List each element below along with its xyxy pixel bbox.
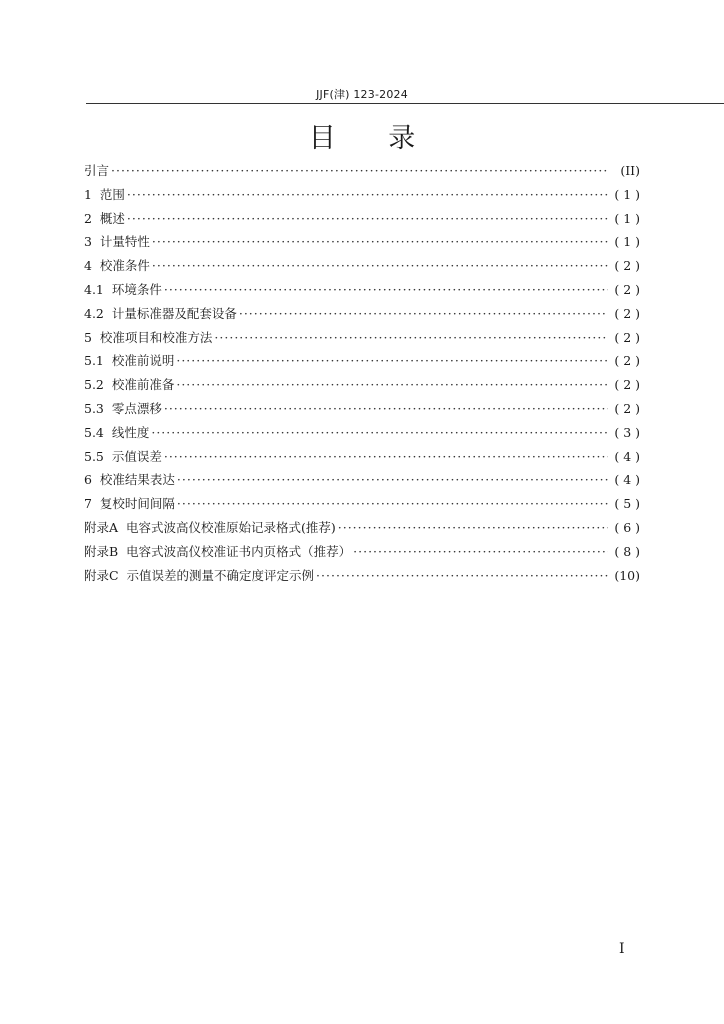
toc-leader-dots <box>177 492 608 516</box>
toc-entry-gap <box>104 349 112 373</box>
toc-entry-title: 计量标准器及配套设备 <box>111 305 237 321</box>
toc-leader-dots <box>316 564 608 588</box>
toc-entry-page: ( 1 ) <box>614 234 640 250</box>
toc-leader-dots <box>338 516 608 540</box>
toc-entry-gap <box>104 373 112 397</box>
toc-entry[interactable] <box>84 254 640 278</box>
toc-entry-number: 5.4 <box>84 424 104 440</box>
toc-entry[interactable] <box>84 445 640 469</box>
toc-entry[interactable] <box>84 373 640 397</box>
toc-entry-gap <box>104 278 112 302</box>
toc-entry-title: 校准前准备 <box>111 377 175 393</box>
toc-entry-page: ( 4 ) <box>614 448 640 464</box>
toc-entry-page: ( 1 ) <box>614 210 640 226</box>
toc-entry-page: ( 1 ) <box>614 186 640 202</box>
toc-entry-gap <box>92 326 100 350</box>
toc-entry[interactable] <box>84 397 640 421</box>
toc-entry-page: ( 6 ) <box>614 519 640 535</box>
toc-entry-page: ( 8 ) <box>614 543 640 559</box>
toc-entry-number: 1 <box>84 186 92 202</box>
toc-leader-dots <box>127 183 608 207</box>
toc-leader-dots <box>164 397 608 421</box>
toc-leader-dots <box>176 373 608 397</box>
toc-entry[interactable] <box>84 302 640 326</box>
toc-entry-page: ( 2 ) <box>614 353 640 369</box>
toc-entry-page: (10) <box>614 567 640 583</box>
toc-entry-title: 校准结果表达 <box>99 472 175 488</box>
toc-entry-gap <box>104 421 112 445</box>
toc-entry-gap <box>118 516 126 540</box>
toc-entry-page: ( 2 ) <box>614 400 640 416</box>
toc-entry-title: 概述 <box>99 210 125 226</box>
toc-entry-gap <box>104 445 112 469</box>
toc-entry-title: 计量特性 <box>99 234 150 250</box>
toc-entry-number: 附录A <box>84 519 119 535</box>
toc-leader-dots <box>164 445 608 469</box>
toc-leader-dots <box>177 468 608 492</box>
toc-leader-dots <box>152 230 608 254</box>
toc-entry-page: (II) <box>620 163 640 178</box>
toc-leader-dots <box>353 540 608 564</box>
toc-entry-title: 零点漂移 <box>111 400 162 416</box>
toc-entry[interactable] <box>84 278 640 302</box>
toc-entry[interactable] <box>84 230 640 254</box>
toc-entry-page: ( 2 ) <box>614 258 640 274</box>
toc-entry-title: 环境条件 <box>111 281 162 297</box>
toc-entry-title: 校准前说明 <box>111 353 175 369</box>
toc-entry[interactable] <box>84 540 640 564</box>
toc-entry-gap <box>92 183 100 207</box>
toc-leader-dots <box>151 421 608 445</box>
toc-leader-dots <box>127 207 608 231</box>
toc-entry-title: 校准条件 <box>99 258 150 274</box>
toc-entry[interactable] <box>84 564 640 588</box>
toc-entry-number: 4 <box>84 258 92 274</box>
toc-entry[interactable] <box>84 183 640 207</box>
toc-entry-number: 附录C <box>84 567 119 583</box>
toc-entry[interactable] <box>84 492 640 516</box>
toc-entry-gap <box>119 564 127 588</box>
toc-entry-title: 电容式波高仪校准原始记录格式(推荐) <box>125 519 336 535</box>
toc-entry-page: ( 3 ) <box>614 424 640 440</box>
toc-entry-gap <box>92 207 100 231</box>
toc-entry-number: 2 <box>84 210 92 226</box>
toc-leader-dots <box>152 254 608 278</box>
toc-entry[interactable] <box>84 207 640 231</box>
document-code-header: JJF(津) 123-2024 <box>316 88 408 101</box>
toc-entry-gap <box>118 540 126 564</box>
toc-entry[interactable] <box>84 349 640 373</box>
toc-entry-title: 引言 <box>84 163 110 178</box>
toc-leader-dots <box>239 302 608 326</box>
page-title: 目 录 <box>308 123 416 154</box>
toc-entry-gap <box>92 468 100 492</box>
toc-entry-number: 5.2 <box>84 377 104 393</box>
toc-entry-gap <box>92 230 100 254</box>
toc-entry-gap <box>92 254 100 278</box>
toc-entry[interactable] <box>84 159 640 183</box>
toc-entry-number: 3 <box>84 234 92 250</box>
toc-entry-title: 校准项目和校准方法 <box>99 329 213 345</box>
toc-entry[interactable] <box>84 516 640 540</box>
toc-entry-number: 4.2 <box>84 305 104 321</box>
header-rule <box>86 103 724 104</box>
toc-entry-number: 6 <box>84 472 92 488</box>
toc-entry-title: 电容式波高仪校准证书内页格式（推荐） <box>126 543 352 559</box>
toc-entry-page: ( 4 ) <box>614 472 640 488</box>
toc-entry-number: 7 <box>84 496 92 512</box>
toc-entry-gap <box>104 302 112 326</box>
toc-entry-page: ( 2 ) <box>614 377 640 393</box>
toc-entry[interactable] <box>84 468 640 492</box>
toc-entry-gap <box>92 492 100 516</box>
toc-entry-page: ( 5 ) <box>614 496 640 512</box>
toc-entry-number: 5.3 <box>84 400 104 416</box>
toc-entry-number: 4.1 <box>84 281 104 297</box>
toc-entry-title: 示值误差的测量不确定度评定示例 <box>126 567 315 583</box>
toc-entry-gap <box>104 397 112 421</box>
toc-entry-title: 线性度 <box>111 424 150 440</box>
toc-entry-page: ( 2 ) <box>614 329 640 345</box>
table-of-contents <box>84 159 640 587</box>
toc-leader-dots <box>164 278 608 302</box>
toc-entry[interactable] <box>84 326 640 350</box>
page-number: I <box>619 941 625 957</box>
toc-entry-page: ( 2 ) <box>614 281 640 297</box>
toc-entry-number: 附录B <box>84 543 119 559</box>
toc-leader-dots <box>176 349 608 373</box>
toc-entry-number: 5 <box>84 329 92 345</box>
toc-entry-title: 示值误差 <box>111 448 162 464</box>
toc-entry[interactable] <box>84 421 640 445</box>
toc-entry-page: ( 2 ) <box>614 305 640 321</box>
toc-leader-dots <box>214 326 608 350</box>
toc-entry-number: 5.1 <box>84 353 104 369</box>
toc-entry-title: 范围 <box>99 186 125 202</box>
toc-entry-number: 5.5 <box>84 448 104 464</box>
toc-entry-title: 复校时间间隔 <box>99 496 175 512</box>
toc-leader-dots <box>111 159 608 183</box>
